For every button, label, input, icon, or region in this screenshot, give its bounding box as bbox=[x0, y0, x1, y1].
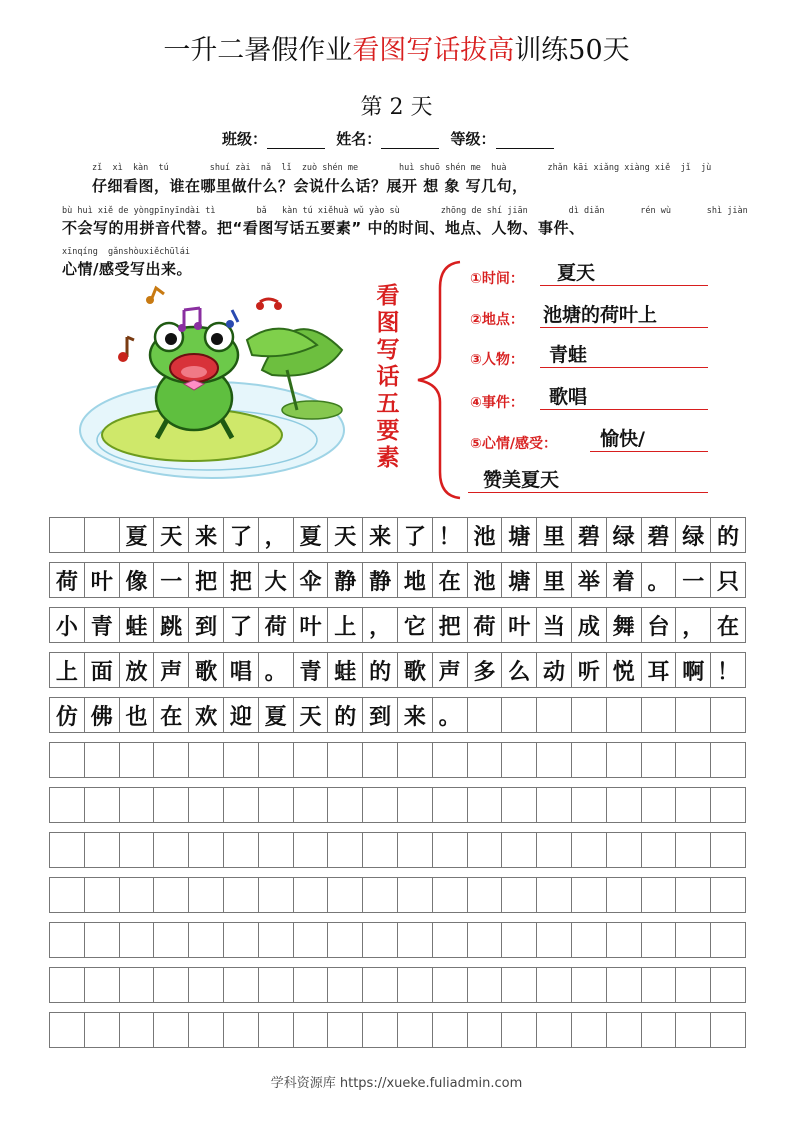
grid-cell[interactable]: 跳 bbox=[154, 608, 189, 642]
grid-cell[interactable] bbox=[189, 1013, 224, 1047]
grid-cell[interactable] bbox=[572, 923, 607, 957]
grid-cell[interactable] bbox=[502, 968, 537, 1002]
grid-cell[interactable]: 夏 bbox=[259, 698, 294, 732]
grid-cell[interactable] bbox=[363, 1013, 398, 1047]
grid-cell[interactable] bbox=[711, 923, 746, 957]
element-label-character: ③人物： bbox=[470, 352, 524, 368]
grid-cell[interactable] bbox=[607, 968, 642, 1002]
element-line-time bbox=[540, 285, 708, 286]
grid-cell[interactable]: 也 bbox=[120, 698, 155, 732]
grid-cell[interactable]: 它 bbox=[398, 608, 433, 642]
grid-cell[interactable] bbox=[502, 878, 537, 912]
grid-cell[interactable] bbox=[642, 968, 677, 1002]
grid-cell[interactable] bbox=[50, 923, 85, 957]
grid-cell[interactable]: 佛 bbox=[85, 698, 120, 732]
element-label-feeling: ⑤心情/感受： bbox=[470, 436, 557, 452]
five-elements-title-char: 话 bbox=[376, 363, 400, 390]
grid-cell[interactable]: 小 bbox=[50, 608, 85, 642]
grid-cell[interactable]: 塘 bbox=[502, 518, 537, 552]
grid-cell[interactable]: 伞 bbox=[294, 563, 329, 597]
grid-cell[interactable]: 里 bbox=[537, 518, 572, 552]
grid-cell[interactable] bbox=[363, 878, 398, 912]
element-value-feeling-extra: 赞美夏天 bbox=[483, 469, 560, 491]
instruction-pinyin-3: xīnqíng gǎnshòuxiěchūlái bbox=[62, 247, 190, 257]
grid-cell[interactable]: 在 bbox=[433, 563, 468, 597]
grid-row bbox=[49, 832, 746, 868]
grid-cell[interactable]: ！ bbox=[711, 653, 746, 687]
grid-cell[interactable] bbox=[398, 878, 433, 912]
grid-cell[interactable] bbox=[224, 788, 259, 822]
grid-cell[interactable]: 在 bbox=[711, 608, 746, 642]
grid-cell[interactable] bbox=[607, 878, 642, 912]
grid-cell[interactable] bbox=[328, 923, 363, 957]
five-elements-title-char: 图 bbox=[376, 309, 400, 336]
grid-cell[interactable] bbox=[433, 788, 468, 822]
grid-cell[interactable]: 地 bbox=[398, 563, 433, 597]
grid-cell[interactable] bbox=[502, 788, 537, 822]
grid-cell[interactable] bbox=[502, 698, 537, 732]
grid-cell[interactable] bbox=[468, 833, 503, 867]
grid-cell[interactable]: 蛙 bbox=[120, 608, 155, 642]
grid-cell[interactable] bbox=[607, 698, 642, 732]
grid-cell[interactable]: 上 bbox=[328, 608, 363, 642]
grid-cell[interactable] bbox=[294, 968, 329, 1002]
grid-cell[interactable]: 只 bbox=[711, 563, 746, 597]
frog-singing-illustration bbox=[72, 280, 348, 494]
grid-cell[interactable]: 蛙 bbox=[328, 653, 363, 687]
student-fields bbox=[222, 128, 560, 149]
element-value-character: 青蛙 bbox=[549, 344, 588, 366]
grid-cell[interactable]: 一 bbox=[154, 563, 189, 597]
grid-row bbox=[49, 1012, 746, 1048]
grid-cell[interactable] bbox=[363, 923, 398, 957]
grid-cell[interactable] bbox=[294, 743, 329, 777]
grid-cell[interactable] bbox=[85, 833, 120, 867]
grid-cell[interactable] bbox=[154, 833, 189, 867]
grid-cell[interactable]: 成 bbox=[572, 608, 607, 642]
grid-cell[interactable]: 舞 bbox=[607, 608, 642, 642]
grid-cell[interactable] bbox=[537, 698, 572, 732]
grid-cell[interactable] bbox=[50, 743, 85, 777]
grid-cell[interactable]: 青 bbox=[85, 608, 120, 642]
grid-row bbox=[49, 517, 746, 553]
grid-cell[interactable]: 着 bbox=[607, 563, 642, 597]
grid-row bbox=[49, 652, 746, 688]
grid-row bbox=[49, 787, 746, 823]
grid-cell[interactable]: 仿 bbox=[50, 698, 85, 732]
grid-cell[interactable] bbox=[189, 788, 224, 822]
grid-cell[interactable] bbox=[259, 1013, 294, 1047]
grid-cell[interactable] bbox=[607, 788, 642, 822]
instruction-pinyin-2: bù huì xiě de yòngpīnyīndài tì bǎ kàn tú xiěhuà wǔ yào sù zhōng de shí jiān dì diǎn rén wù shì jiàn bbox=[62, 206, 748, 216]
grid-cell[interactable] bbox=[537, 743, 572, 777]
grid-row bbox=[49, 607, 746, 643]
grid-cell[interactable] bbox=[676, 968, 711, 1002]
grid-cell[interactable] bbox=[154, 743, 189, 777]
grid-cell[interactable]: 叶 bbox=[294, 608, 329, 642]
class-blank[interactable] bbox=[267, 134, 325, 149]
element-line-feeling bbox=[590, 451, 708, 452]
grid-cell[interactable] bbox=[537, 923, 572, 957]
grid-cell[interactable] bbox=[572, 743, 607, 777]
name-blank[interactable] bbox=[381, 134, 439, 149]
grid-cell[interactable] bbox=[433, 1013, 468, 1047]
grid-cell[interactable] bbox=[85, 878, 120, 912]
class-label: 班级： bbox=[222, 130, 268, 148]
grid-cell[interactable]: 。 bbox=[259, 653, 294, 687]
grid-cell[interactable]: 歌 bbox=[189, 653, 224, 687]
grid-cell[interactable]: 绿 bbox=[607, 518, 642, 552]
grid-cell[interactable]: 的 bbox=[328, 698, 363, 732]
grid-cell[interactable] bbox=[259, 878, 294, 912]
grid-cell[interactable]: 来 bbox=[398, 698, 433, 732]
grid-cell[interactable]: ！ bbox=[433, 518, 468, 552]
grid-cell[interactable]: 举 bbox=[572, 563, 607, 597]
grid-cell[interactable]: 池 bbox=[468, 518, 503, 552]
grid-cell[interactable]: 荷 bbox=[50, 563, 85, 597]
grid-cell[interactable] bbox=[189, 833, 224, 867]
grid-cell[interactable]: 荷 bbox=[259, 608, 294, 642]
grid-cell[interactable] bbox=[294, 788, 329, 822]
grid-cell[interactable] bbox=[224, 833, 259, 867]
grade-label: 等级： bbox=[450, 130, 496, 148]
grid-cell[interactable] bbox=[85, 1013, 120, 1047]
grid-cell[interactable]: 把 bbox=[433, 608, 468, 642]
grid-row bbox=[49, 877, 746, 913]
grid-cell[interactable]: 大 bbox=[259, 563, 294, 597]
grid-cell[interactable] bbox=[328, 878, 363, 912]
grid-cell[interactable] bbox=[328, 968, 363, 1002]
grid-cell[interactable]: 当 bbox=[537, 608, 572, 642]
instruction-line-3: 心情/感受写出来。 bbox=[62, 260, 192, 278]
grid-cell[interactable] bbox=[433, 878, 468, 912]
grid-cell[interactable]: 一 bbox=[676, 563, 711, 597]
grid-cell[interactable]: 天 bbox=[154, 518, 189, 552]
grid-cell[interactable]: 放 bbox=[120, 653, 155, 687]
grid-cell[interactable] bbox=[676, 788, 711, 822]
grid-cell[interactable]: 像 bbox=[120, 563, 155, 597]
grid-cell[interactable] bbox=[50, 878, 85, 912]
grid-row bbox=[49, 922, 746, 958]
grid-cell[interactable] bbox=[294, 878, 329, 912]
element-label-event: ④事件： bbox=[470, 395, 524, 411]
grid-cell[interactable] bbox=[50, 1013, 85, 1047]
grid-cell[interactable]: 。 bbox=[642, 563, 677, 597]
element-label-time: ①时间： bbox=[470, 271, 524, 287]
grid-cell[interactable] bbox=[120, 923, 155, 957]
grid-row bbox=[49, 697, 746, 733]
element-line-event bbox=[540, 409, 708, 410]
grid-cell[interactable]: 台 bbox=[642, 608, 677, 642]
grid-cell[interactable]: 了 bbox=[224, 608, 259, 642]
grid-cell[interactable] bbox=[607, 743, 642, 777]
grid-cell[interactable] bbox=[224, 1013, 259, 1047]
grid-cell[interactable]: 叶 bbox=[502, 608, 537, 642]
grid-cell[interactable] bbox=[711, 698, 746, 732]
grid-cell[interactable]: 欢 bbox=[189, 698, 224, 732]
grid-cell[interactable] bbox=[85, 743, 120, 777]
grid-cell[interactable] bbox=[189, 743, 224, 777]
grid-cell[interactable] bbox=[468, 878, 503, 912]
grid-cell[interactable] bbox=[363, 743, 398, 777]
grid-cell[interactable] bbox=[50, 968, 85, 1002]
grid-cell[interactable] bbox=[711, 788, 746, 822]
grid-cell[interactable] bbox=[120, 968, 155, 1002]
grid-cell[interactable]: ， bbox=[363, 608, 398, 642]
grid-cell[interactable]: 迎 bbox=[224, 698, 259, 732]
grid-cell[interactable] bbox=[711, 833, 746, 867]
grid-cell[interactable] bbox=[502, 743, 537, 777]
grid-cell[interactable]: 唱 bbox=[224, 653, 259, 687]
grid-cell[interactable] bbox=[711, 1013, 746, 1047]
grid-cell[interactable] bbox=[537, 833, 572, 867]
grid-cell[interactable] bbox=[642, 923, 677, 957]
grid-cell[interactable] bbox=[259, 743, 294, 777]
day-label: 第 2 天 bbox=[360, 95, 433, 120]
grid-cell[interactable] bbox=[120, 1013, 155, 1047]
grid-cell[interactable] bbox=[607, 1013, 642, 1047]
grid-cell[interactable] bbox=[433, 968, 468, 1002]
grid-cell[interactable]: 了 bbox=[398, 518, 433, 552]
grid-cell[interactable] bbox=[224, 743, 259, 777]
grid-cell[interactable] bbox=[294, 833, 329, 867]
title-suffix: 训练50天 bbox=[514, 35, 630, 66]
grid-cell[interactable]: 在 bbox=[154, 698, 189, 732]
grid-cell[interactable] bbox=[85, 923, 120, 957]
grid-cell[interactable] bbox=[642, 833, 677, 867]
grid-cell[interactable]: 的 bbox=[711, 518, 746, 552]
grid-cell[interactable] bbox=[120, 743, 155, 777]
grid-cell[interactable]: 到 bbox=[189, 608, 224, 642]
grid-cell[interactable]: 听 bbox=[572, 653, 607, 687]
grid-cell[interactable]: 歌 bbox=[398, 653, 433, 687]
grid-cell[interactable] bbox=[189, 878, 224, 912]
grid-cell[interactable]: 来 bbox=[189, 518, 224, 552]
grid-cell[interactable] bbox=[363, 833, 398, 867]
grid-row bbox=[49, 562, 746, 598]
instruction-line-2: 不会写的用拼音代替。把“看图写话五要素” 中的时间、地点、人物、事件、 bbox=[62, 219, 585, 237]
element-value-time: 夏天 bbox=[557, 262, 596, 284]
grid-cell[interactable]: ， bbox=[676, 608, 711, 642]
grid-cell[interactable] bbox=[294, 923, 329, 957]
writing-grid bbox=[49, 517, 746, 1057]
grid-cell[interactable] bbox=[572, 833, 607, 867]
grid-cell[interactable] bbox=[50, 788, 85, 822]
grid-cell[interactable] bbox=[572, 788, 607, 822]
grid-cell[interactable]: 里 bbox=[537, 563, 572, 597]
grid-cell[interactable] bbox=[398, 833, 433, 867]
grid-cell[interactable] bbox=[537, 1013, 572, 1047]
grid-cell[interactable] bbox=[259, 968, 294, 1002]
grid-cell[interactable]: 来 bbox=[363, 518, 398, 552]
title-prefix: 一升二暑假作业 bbox=[163, 35, 353, 66]
grid-cell[interactable] bbox=[468, 923, 503, 957]
grid-cell[interactable] bbox=[502, 923, 537, 957]
grid-cell[interactable] bbox=[224, 968, 259, 1002]
grid-cell[interactable] bbox=[676, 833, 711, 867]
grid-cell[interactable] bbox=[711, 743, 746, 777]
grid-cell[interactable]: 池 bbox=[468, 563, 503, 597]
grade-blank[interactable] bbox=[496, 134, 554, 149]
grid-cell[interactable] bbox=[120, 788, 155, 822]
grid-cell[interactable] bbox=[50, 518, 85, 552]
grid-cell[interactable] bbox=[468, 968, 503, 1002]
page-title bbox=[0, 28, 793, 67]
grid-cell[interactable] bbox=[502, 1013, 537, 1047]
grid-cell[interactable] bbox=[676, 743, 711, 777]
grid-cell[interactable] bbox=[572, 968, 607, 1002]
grid-cell[interactable] bbox=[676, 698, 711, 732]
grid-cell[interactable] bbox=[502, 833, 537, 867]
grid-cell[interactable]: 叶 bbox=[85, 563, 120, 597]
grid-cell[interactable]: 的 bbox=[363, 653, 398, 687]
grid-cell[interactable]: 把 bbox=[189, 563, 224, 597]
grid-cell[interactable] bbox=[607, 833, 642, 867]
grid-cell[interactable]: 悦 bbox=[607, 653, 642, 687]
element-label-place: ②地点： bbox=[470, 312, 524, 328]
grid-cell[interactable]: 动 bbox=[537, 653, 572, 687]
grid-cell[interactable] bbox=[259, 833, 294, 867]
grid-cell[interactable] bbox=[50, 833, 85, 867]
grid-cell[interactable] bbox=[328, 743, 363, 777]
element-value-event: 歌唱 bbox=[549, 386, 588, 408]
grid-cell[interactable] bbox=[154, 968, 189, 1002]
five-elements-title bbox=[374, 282, 402, 471]
element-value-place: 池塘的荷叶上 bbox=[543, 304, 658, 326]
grid-cell[interactable] bbox=[433, 833, 468, 867]
grid-cell[interactable] bbox=[328, 788, 363, 822]
grid-cell[interactable] bbox=[676, 878, 711, 912]
grid-cell[interactable]: 碧 bbox=[642, 518, 677, 552]
grid-row bbox=[49, 742, 746, 778]
element-line-place bbox=[540, 327, 708, 328]
grid-cell[interactable] bbox=[154, 1013, 189, 1047]
grid-cell[interactable] bbox=[642, 788, 677, 822]
grid-cell[interactable] bbox=[537, 788, 572, 822]
instruction-pinyin-1: zǐ xì kàn tú shuí zài nǎ lǐ zuò shén me huì shuō shén me huà zhǎn kāi xiǎng xiàng xiě jǐ jù bbox=[92, 163, 712, 173]
grid-cell[interactable] bbox=[398, 923, 433, 957]
grid-cell[interactable] bbox=[363, 788, 398, 822]
grid-cell[interactable]: 天 bbox=[294, 698, 329, 732]
grid-cell[interactable] bbox=[259, 788, 294, 822]
grid-cell[interactable]: 声 bbox=[154, 653, 189, 687]
grid-cell[interactable] bbox=[85, 968, 120, 1002]
grid-cell[interactable]: 静 bbox=[328, 563, 363, 597]
element-line-character bbox=[540, 367, 708, 368]
grid-cell[interactable]: 夏 bbox=[294, 518, 329, 552]
grid-cell[interactable] bbox=[711, 878, 746, 912]
grid-cell[interactable]: 耳 bbox=[642, 653, 677, 687]
grid-cell[interactable]: 。 bbox=[433, 698, 468, 732]
grid-cell[interactable] bbox=[85, 518, 120, 552]
five-elements-title-char: 看 bbox=[376, 282, 400, 309]
grid-cell[interactable] bbox=[572, 698, 607, 732]
grid-cell[interactable] bbox=[85, 788, 120, 822]
grid-cell[interactable]: 啊 bbox=[676, 653, 711, 687]
five-elements-title-char: 素 bbox=[376, 444, 400, 471]
grid-cell[interactable] bbox=[468, 698, 503, 732]
grid-cell[interactable] bbox=[537, 968, 572, 1002]
grid-cell[interactable] bbox=[328, 833, 363, 867]
grid-cell[interactable] bbox=[398, 968, 433, 1002]
grid-cell[interactable] bbox=[294, 1013, 329, 1047]
grid-cell[interactable] bbox=[572, 1013, 607, 1047]
grid-cell[interactable] bbox=[711, 968, 746, 1002]
grid-cell[interactable] bbox=[468, 743, 503, 777]
grid-cell[interactable] bbox=[468, 788, 503, 822]
grid-cell[interactable]: 天 bbox=[328, 518, 363, 552]
grid-cell[interactable]: 面 bbox=[85, 653, 120, 687]
grid-cell[interactable] bbox=[642, 743, 677, 777]
grid-cell[interactable] bbox=[120, 878, 155, 912]
title-highlight: 看图写话拔高 bbox=[352, 35, 515, 66]
footer-source: 学科资源库 https://xueke.fuliadmin.com bbox=[270, 1076, 523, 1091]
grid-cell[interactable] bbox=[224, 923, 259, 957]
grid-cell[interactable]: 塘 bbox=[502, 563, 537, 597]
grid-cell[interactable] bbox=[189, 968, 224, 1002]
instruction-line-1: 仔细看图，谁在哪里做什么？会说什么话？展开 想 象 写几句， bbox=[92, 177, 528, 195]
grid-cell[interactable] bbox=[154, 878, 189, 912]
grid-cell[interactable] bbox=[468, 1013, 503, 1047]
grid-row bbox=[49, 967, 746, 1003]
element-line-feeling-extra bbox=[468, 492, 708, 493]
grid-cell[interactable]: 声 bbox=[433, 653, 468, 687]
grid-cell[interactable]: ， bbox=[259, 518, 294, 552]
grid-cell[interactable]: 了 bbox=[224, 518, 259, 552]
grid-cell[interactable] bbox=[398, 1013, 433, 1047]
grid-cell[interactable]: 上 bbox=[50, 653, 85, 687]
grid-cell[interactable]: 青 bbox=[294, 653, 329, 687]
five-elements-brace bbox=[408, 258, 468, 502]
grid-cell[interactable] bbox=[537, 878, 572, 912]
grid-cell[interactable] bbox=[572, 878, 607, 912]
grid-cell[interactable]: 到 bbox=[363, 698, 398, 732]
grid-cell[interactable] bbox=[433, 923, 468, 957]
element-value-feeling: 愉快/ bbox=[600, 428, 645, 450]
grid-cell[interactable]: 把 bbox=[224, 563, 259, 597]
grid-cell[interactable] bbox=[154, 923, 189, 957]
grid-cell[interactable] bbox=[154, 788, 189, 822]
five-elements-title-char: 五 bbox=[376, 390, 400, 417]
grid-cell[interactable] bbox=[259, 923, 294, 957]
five-elements-title-char: 写 bbox=[376, 336, 400, 363]
grid-cell[interactable]: 碧 bbox=[572, 518, 607, 552]
grid-cell[interactable] bbox=[224, 878, 259, 912]
five-elements-title-char: 要 bbox=[376, 417, 400, 444]
grid-cell[interactable] bbox=[607, 923, 642, 957]
grid-cell[interactable]: 夏 bbox=[120, 518, 155, 552]
grid-cell[interactable] bbox=[328, 1013, 363, 1047]
grid-cell[interactable] bbox=[676, 1013, 711, 1047]
grid-cell[interactable] bbox=[642, 878, 677, 912]
grid-cell[interactable] bbox=[676, 923, 711, 957]
grid-cell[interactable] bbox=[398, 788, 433, 822]
grid-cell[interactable]: 荷 bbox=[468, 608, 503, 642]
grid-cell[interactable]: 么 bbox=[502, 653, 537, 687]
grid-cell[interactable] bbox=[398, 743, 433, 777]
name-label: 姓名： bbox=[336, 130, 382, 148]
grid-cell[interactable]: 多 bbox=[468, 653, 503, 687]
grid-cell[interactable] bbox=[433, 743, 468, 777]
grid-cell[interactable] bbox=[642, 698, 677, 732]
grid-cell[interactable]: 静 bbox=[363, 563, 398, 597]
grid-cell[interactable]: 绿 bbox=[676, 518, 711, 552]
grid-cell[interactable] bbox=[363, 968, 398, 1002]
grid-cell[interactable] bbox=[642, 1013, 677, 1047]
grid-cell[interactable] bbox=[120, 833, 155, 867]
grid-cell[interactable] bbox=[189, 923, 224, 957]
